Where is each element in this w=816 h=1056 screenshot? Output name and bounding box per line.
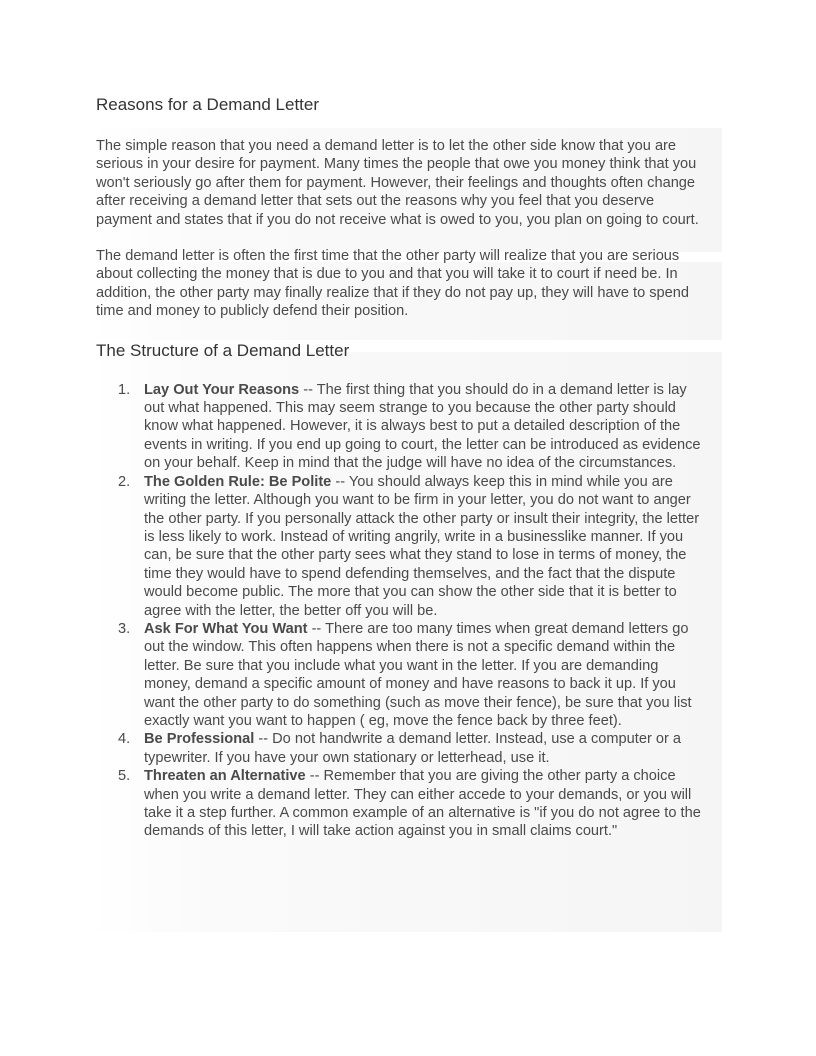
item-text: -- Remember that you are giving the other party a choice when you write a demand letter. They can either accede to your demands, or you will take it a step further. A common example of an alternative is "if you do not agree to the demands of this letter, I will take action against you in small claims court." xyxy=(144,768,701,840)
item-title: The Golden Rule: Be Polite xyxy=(144,473,332,490)
item-title: Be Professional xyxy=(144,731,255,748)
item-title: Ask For What You Want xyxy=(144,620,308,637)
list-number: 2. xyxy=(118,473,131,490)
list-item xyxy=(96,473,706,620)
structure-list xyxy=(96,381,706,841)
item-text: -- You should always keep this in mind while you are writing the letter. Although you want to be firm in your letter, you do not want to anger the other party. If you personally attack the other party or insult their integrity, the letter is less likely to work. Instead of writing angrily, write in a businesslike manner. If you can, be sure that the other party sees what they stand to lose in terms of money, the time they would have to spend defending themselves, and the fact that the dispute would become public. The more that you can show the other side that it is better to agree with the letter, the better off you will be. xyxy=(144,473,700,619)
list-item xyxy=(96,767,706,841)
paragraph: The simple reason that you need a demand letter is to let the other side know that you are serious in your desire for payment. Many times the people that owe you money think that you won't seriously go after them for payment. However, their feelings and thoughts often change after receiving a demand letter that sets out the reasons why you feel that you deserve payment and states that if you do not receive what is owed to you, you plan on going to court. xyxy=(96,138,699,228)
list-number: 3. xyxy=(118,620,131,637)
list-item xyxy=(96,381,706,473)
item-title: Threaten an Alternative xyxy=(144,768,306,785)
paragraph: The demand letter is often the first time that the other party will realize that you are serious about collecting the money that is due to you and that you will take it to court if need be. In addition, the other party may finally realize that if they do not pay up, they will have to spend time and money to publicly defend their position. xyxy=(96,248,690,320)
list-number: 4. xyxy=(118,731,131,748)
item-text: -- Do not handwrite a demand letter. Instead, use a computer or a typewriter. If you have your own stationary or letterhead, use it. xyxy=(144,731,682,766)
item-title: Lay Out Your Reasons xyxy=(144,381,300,398)
list-item xyxy=(96,730,706,767)
item-text: -- The first thing that you should do in a demand letter is lay out what happened. This may seem strange to you because the other party should know what happened. However, it is always best to put a detailed description of the events in writing. If you end up going to court, the letter can be introduced as evidence on your behalf. Keep in mind that the judge will have no idea of the circumstances. xyxy=(144,381,701,472)
section-heading: The Structure of a Demand Letter xyxy=(96,340,350,360)
item-text: -- There are too many times when great demand letters go out the window. This often happens when there is not a specific demand within the letter. Be sure that you include what you want in the letter. If you are demanding money, demand a specific amount of money and have reasons to back it up. If you want the other party to do something (such as move their fence), be sure that you list exactly want you want to happen ( eg, move the fence back by three feet). xyxy=(144,620,692,729)
section-heading: Reasons for a Demand Letter xyxy=(96,95,320,114)
list-number: 5. xyxy=(118,768,131,785)
list-number: 1. xyxy=(118,381,131,398)
list-item xyxy=(96,620,706,730)
document-body xyxy=(96,93,706,841)
